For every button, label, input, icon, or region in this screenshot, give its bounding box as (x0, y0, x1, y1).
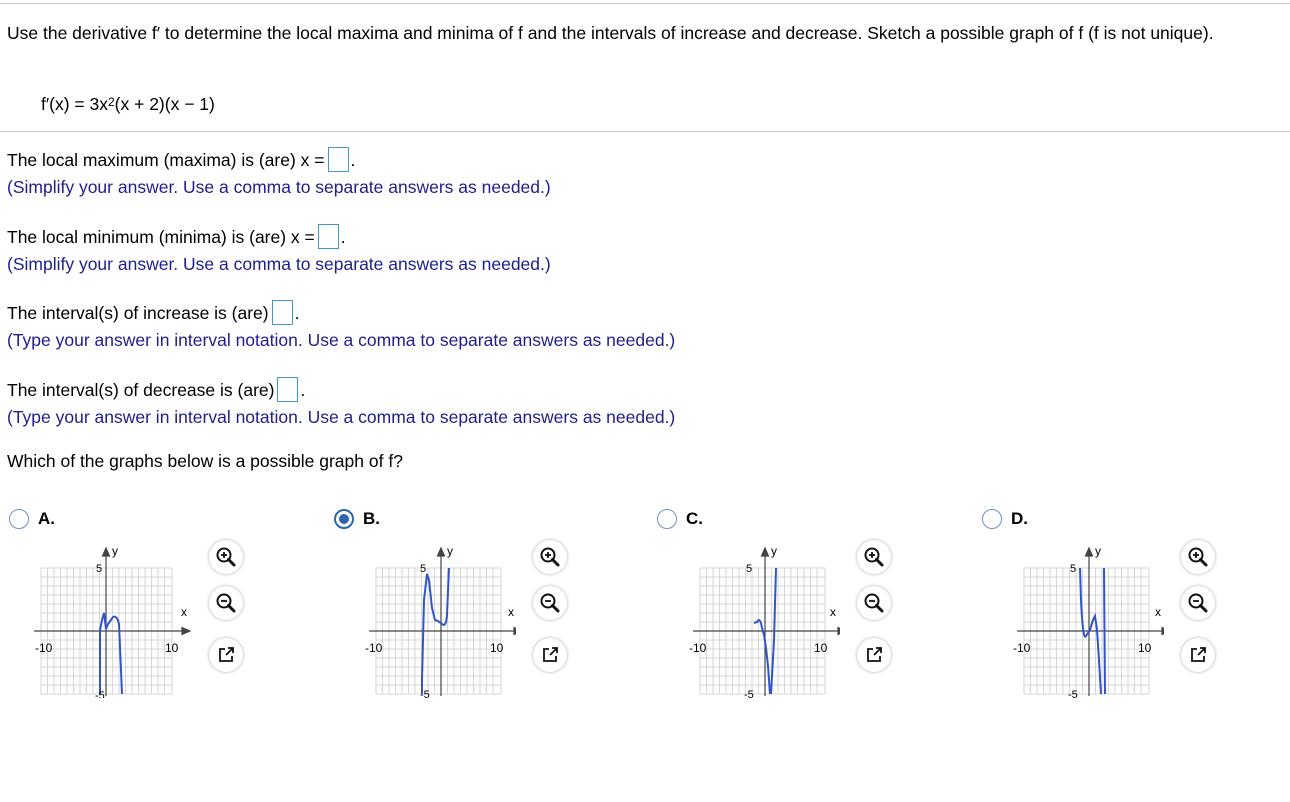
period: . (300, 380, 306, 400)
choice-b-label: B. (363, 509, 380, 528)
zoom-in-button-a[interactable] (209, 540, 243, 574)
y-axis-arrow (762, 548, 769, 556)
zoom-in-icon (863, 546, 885, 568)
x-min-label: -10 (689, 641, 707, 655)
local-minimum-question (7, 224, 346, 249)
expand-icon (1188, 645, 1208, 665)
y-min-label: -5 (95, 690, 105, 698)
zoom-out-button-d[interactable] (1181, 586, 1215, 620)
choice-c[interactable] (657, 506, 703, 532)
x-min-label: -10 (365, 641, 383, 655)
local-maximum-hint: (Simplify your answer. Use a comma to separate answers as needed.) (7, 177, 551, 197)
graph-b-plot (356, 540, 516, 698)
local-maximum-label: The local maximum (maxima) is (are) x = (7, 150, 325, 170)
x-max-label: 10 (814, 641, 828, 655)
zoom-in-icon (1187, 546, 1209, 568)
period: . (350, 150, 356, 170)
x-axis-arrow (1162, 628, 1164, 635)
x-min-label: -10 (1013, 641, 1031, 655)
choice-d-label: D. (1011, 509, 1028, 528)
x-axis-arrow (182, 628, 190, 635)
y-min-label: -5 (744, 689, 754, 698)
formula-prefix: f′(x) = 3x (41, 94, 108, 114)
expand-button-c[interactable] (857, 638, 891, 672)
increase-interval-question (7, 300, 300, 325)
curve-d-right-branch (1104, 568, 1105, 694)
local-minimum-label: The local minimum (minima) is (are) x = (7, 227, 315, 247)
expand-icon (864, 645, 884, 665)
x-axis-arrow (838, 628, 840, 635)
expand-icon (216, 645, 236, 665)
increase-interval-answer-input[interactable] (272, 300, 293, 325)
section-divider (0, 131, 1290, 132)
graph-d-plot (1004, 540, 1164, 698)
increase-interval-hint: (Type your answer in interval notation. Use a comma to separate answers as needed.) (7, 330, 676, 350)
decrease-interval-hint: (Type your answer in interval notation. Use a comma to separate answers as needed.) (7, 407, 676, 427)
increase-interval-label: The interval(s) of increase is (are) (7, 303, 269, 323)
decrease-interval-answer-input[interactable] (277, 377, 298, 402)
period: . (340, 227, 346, 247)
zoom-in-button-b[interactable] (533, 540, 567, 574)
x-axis-label: x (830, 605, 836, 619)
expand-icon (540, 645, 560, 665)
zoom-in-icon (539, 546, 561, 568)
expand-button-a[interactable] (209, 638, 243, 672)
derivative-formula (41, 92, 215, 116)
x-axis-label: x (508, 605, 514, 619)
radio-c[interactable] (657, 509, 677, 529)
graph-a-plot (32, 540, 192, 698)
zoom-out-icon (863, 592, 885, 614)
radio-d[interactable] (982, 509, 1002, 529)
y-max-label: 5 (1070, 563, 1077, 575)
y-axis-arrow (103, 548, 110, 556)
x-max-label: 10 (1138, 641, 1152, 655)
graph-c (680, 540, 840, 698)
y-axis-label: y (447, 544, 453, 558)
zoom-out-icon (215, 592, 237, 614)
zoom-out-icon (539, 592, 561, 614)
graph-c-plot (680, 540, 840, 698)
y-min-label: -5 (1068, 689, 1078, 698)
local-minimum-answer-input[interactable] (318, 224, 339, 249)
x-axis-arrow (514, 628, 516, 635)
decrease-interval-label: The interval(s) of decrease is (are) (7, 380, 275, 400)
local-maximum-question (7, 147, 355, 172)
formula-suffix: (x + 2)(x − 1) (114, 94, 215, 114)
y-axis-label: y (1095, 544, 1101, 558)
zoom-out-button-b[interactable] (533, 586, 567, 620)
choice-b[interactable] (334, 506, 380, 532)
graph-d (1004, 540, 1164, 698)
zoom-in-button-d[interactable] (1181, 540, 1215, 574)
radio-b-selected[interactable] (334, 509, 354, 529)
graph-b (356, 540, 516, 698)
y-axis-label: y (112, 544, 118, 558)
x-min-label: -10 (35, 641, 53, 655)
choice-d[interactable] (982, 506, 1028, 532)
local-minimum-hint: (Simplify your answer. Use a comma to separate answers as needed.) (7, 254, 551, 274)
choice-a[interactable] (9, 506, 55, 532)
zoom-out-button-a[interactable] (209, 586, 243, 620)
graph-prompt: Which of the graphs below is a possible graph of f? (7, 451, 403, 471)
expand-button-b[interactable] (533, 638, 567, 672)
formula-exponent: 2 (107, 95, 115, 109)
x-max-label: 10 (490, 641, 504, 655)
y-max-label: 5 (420, 563, 427, 575)
y-min-label: -5 (420, 689, 430, 698)
graph-a (32, 540, 192, 698)
x-max-label: 10 (165, 641, 179, 655)
zoom-in-button-c[interactable] (857, 540, 891, 574)
choice-a-label: A. (38, 509, 55, 528)
y-axis-label: y (771, 544, 777, 558)
question-instructions: Use the derivative f′ to determine the local maxima and minima of f and the intervals of increase and decrease. Sketch a possible graph of f (f is not unique). (7, 23, 1214, 43)
y-max-label: 5 (96, 563, 103, 575)
zoom-out-icon (1187, 592, 1209, 614)
curve-d (1080, 568, 1101, 694)
top-divider (0, 3, 1290, 4)
y-axis-arrow (438, 548, 445, 556)
x-axis-label: x (181, 605, 187, 619)
y-max-label: 5 (746, 563, 753, 575)
zoom-in-icon (215, 546, 237, 568)
zoom-out-button-c[interactable] (857, 586, 891, 620)
period: . (294, 303, 300, 323)
radio-a[interactable] (9, 509, 29, 529)
y-axis-arrow (1086, 548, 1093, 556)
choice-c-label: C. (686, 509, 703, 528)
decrease-interval-question (7, 377, 305, 402)
local-maximum-answer-input[interactable] (328, 147, 349, 172)
x-axis-label: x (1155, 605, 1161, 619)
expand-button-d[interactable] (1181, 638, 1215, 672)
